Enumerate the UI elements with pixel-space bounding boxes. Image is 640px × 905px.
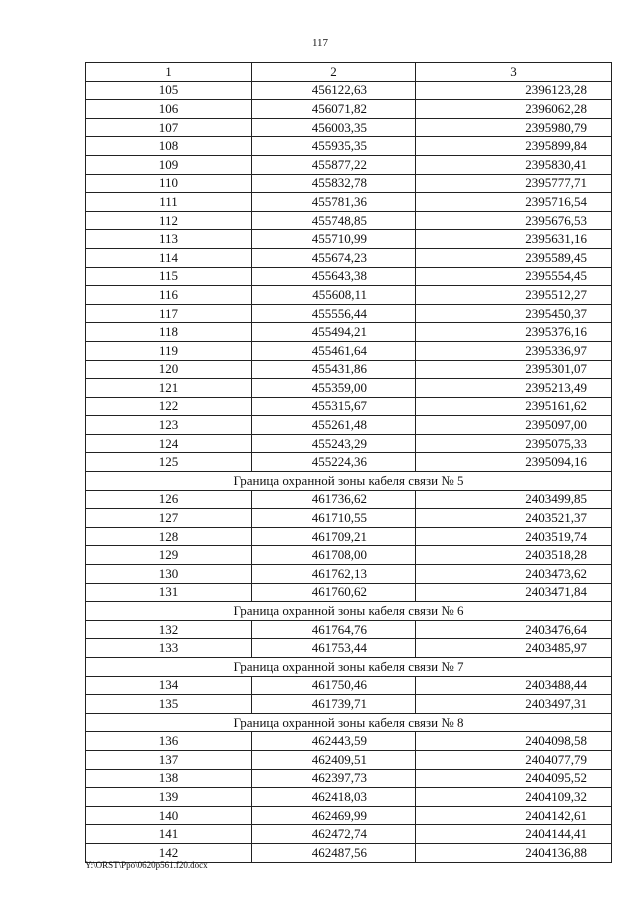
table-row bbox=[86, 230, 612, 249]
point-number-cell: 138 bbox=[86, 769, 252, 788]
table-row bbox=[86, 360, 612, 379]
y-coordinate-cell: 2403518,28 bbox=[416, 546, 612, 565]
section-header-row bbox=[86, 472, 612, 491]
y-coordinate-cell: 2396123,28 bbox=[416, 81, 612, 100]
table-row bbox=[86, 509, 612, 528]
table-row bbox=[86, 825, 612, 844]
y-coordinate-cell: 2404098,58 bbox=[416, 732, 612, 751]
section-label: Граница охранной зоны кабеля связи № 7 bbox=[86, 658, 612, 677]
y-coordinate-cell: 2395161,62 bbox=[416, 397, 612, 416]
point-number-cell: 125 bbox=[86, 453, 252, 472]
table-row bbox=[86, 155, 612, 174]
y-coordinate-cell: 2395589,45 bbox=[416, 248, 612, 267]
point-number-cell: 130 bbox=[86, 565, 252, 584]
x-coordinate-cell: 455935,35 bbox=[252, 137, 416, 156]
section-header-row bbox=[86, 602, 612, 621]
point-number-cell: 117 bbox=[86, 304, 252, 323]
point-number-cell: 140 bbox=[86, 806, 252, 825]
point-number-cell: 124 bbox=[86, 434, 252, 453]
x-coordinate-cell: 461750,46 bbox=[252, 676, 416, 695]
point-number-cell: 122 bbox=[86, 397, 252, 416]
table-row bbox=[86, 341, 612, 360]
x-coordinate-cell: 462409,51 bbox=[252, 750, 416, 769]
point-number-cell: 139 bbox=[86, 788, 252, 807]
x-coordinate-cell: 456003,35 bbox=[252, 118, 416, 137]
point-number-cell: 134 bbox=[86, 676, 252, 695]
y-coordinate-cell: 2395554,45 bbox=[416, 267, 612, 286]
table-row bbox=[86, 732, 612, 751]
x-coordinate-cell: 461710,55 bbox=[252, 509, 416, 528]
page-number: 117 bbox=[311, 37, 329, 49]
y-coordinate-cell: 2395980,79 bbox=[416, 118, 612, 137]
point-number-cell: 107 bbox=[86, 118, 252, 137]
x-coordinate-cell: 455832,78 bbox=[252, 174, 416, 193]
point-number-cell: 128 bbox=[86, 527, 252, 546]
x-coordinate-cell: 461764,76 bbox=[252, 620, 416, 639]
point-number-cell: 133 bbox=[86, 639, 252, 658]
point-number-cell: 142 bbox=[86, 843, 252, 862]
y-coordinate-cell: 2395512,27 bbox=[416, 286, 612, 305]
y-coordinate-cell: 2403499,85 bbox=[416, 490, 612, 509]
header-col-2: 2 bbox=[252, 63, 416, 82]
point-number-cell: 129 bbox=[86, 546, 252, 565]
table-row bbox=[86, 137, 612, 156]
header-col-1: 1 bbox=[86, 63, 252, 82]
x-coordinate-cell: 462443,59 bbox=[252, 732, 416, 751]
point-number-cell: 126 bbox=[86, 490, 252, 509]
y-coordinate-cell: 2395336,97 bbox=[416, 341, 612, 360]
x-coordinate-cell: 461762,13 bbox=[252, 565, 416, 584]
point-number-cell: 111 bbox=[86, 193, 252, 212]
table-row bbox=[86, 174, 612, 193]
table-row bbox=[86, 434, 612, 453]
table-row bbox=[86, 769, 612, 788]
table-row bbox=[86, 788, 612, 807]
point-number-cell: 105 bbox=[86, 81, 252, 100]
x-coordinate-cell: 455431,86 bbox=[252, 360, 416, 379]
table-row bbox=[86, 806, 612, 825]
table-row bbox=[86, 565, 612, 584]
point-number-cell: 115 bbox=[86, 267, 252, 286]
header-col-3: 3 bbox=[416, 63, 612, 82]
x-coordinate-cell: 462472,74 bbox=[252, 825, 416, 844]
table-row bbox=[86, 639, 612, 658]
y-coordinate-cell: 2395830,41 bbox=[416, 155, 612, 174]
section-label: Граница охранной зоны кабеля связи № 6 bbox=[86, 602, 612, 621]
point-number-cell: 136 bbox=[86, 732, 252, 751]
table-row bbox=[86, 490, 612, 509]
x-coordinate-cell: 455781,36 bbox=[252, 193, 416, 212]
x-coordinate-cell: 455261,48 bbox=[252, 416, 416, 435]
table-row bbox=[86, 100, 612, 119]
table-row bbox=[86, 527, 612, 546]
table-body bbox=[86, 81, 612, 862]
point-number-cell: 110 bbox=[86, 174, 252, 193]
point-number-cell: 123 bbox=[86, 416, 252, 435]
table-row bbox=[86, 323, 612, 342]
x-coordinate-cell: 462397,73 bbox=[252, 769, 416, 788]
point-number-cell: 119 bbox=[86, 341, 252, 360]
y-coordinate-cell: 2395450,37 bbox=[416, 304, 612, 323]
table-row bbox=[86, 453, 612, 472]
point-number-cell: 131 bbox=[86, 583, 252, 602]
x-coordinate-cell: 455643,38 bbox=[252, 267, 416, 286]
y-coordinate-cell: 2404095,52 bbox=[416, 769, 612, 788]
x-coordinate-cell: 455710,99 bbox=[252, 230, 416, 249]
y-coordinate-cell: 2404136,88 bbox=[416, 843, 612, 862]
point-number-cell: 118 bbox=[86, 323, 252, 342]
y-coordinate-cell: 2396062,28 bbox=[416, 100, 612, 119]
y-coordinate-cell: 2395075,33 bbox=[416, 434, 612, 453]
y-coordinate-cell: 2395213,49 bbox=[416, 379, 612, 398]
x-coordinate-cell: 461709,21 bbox=[252, 527, 416, 546]
x-coordinate-cell: 455224,36 bbox=[252, 453, 416, 472]
x-coordinate-cell: 455877,22 bbox=[252, 155, 416, 174]
point-number-cell: 137 bbox=[86, 750, 252, 769]
x-coordinate-cell: 456071,82 bbox=[252, 100, 416, 119]
x-coordinate-cell: 455315,67 bbox=[252, 397, 416, 416]
table-row bbox=[86, 620, 612, 639]
y-coordinate-cell: 2403488,44 bbox=[416, 676, 612, 695]
y-coordinate-cell: 2395376,16 bbox=[416, 323, 612, 342]
table-row bbox=[86, 397, 612, 416]
table-row bbox=[86, 546, 612, 565]
y-coordinate-cell: 2404109,32 bbox=[416, 788, 612, 807]
x-coordinate-cell: 461753,44 bbox=[252, 639, 416, 658]
coordinates-table bbox=[85, 62, 612, 863]
table-row bbox=[86, 81, 612, 100]
point-number-cell: 141 bbox=[86, 825, 252, 844]
table-row bbox=[86, 211, 612, 230]
point-number-cell: 135 bbox=[86, 695, 252, 714]
y-coordinate-cell: 2404142,61 bbox=[416, 806, 612, 825]
table-row bbox=[86, 267, 612, 286]
y-coordinate-cell: 2403473,62 bbox=[416, 565, 612, 584]
x-coordinate-cell: 461736,62 bbox=[252, 490, 416, 509]
x-coordinate-cell: 462487,56 bbox=[252, 843, 416, 862]
table-row bbox=[86, 304, 612, 323]
x-coordinate-cell: 455674,23 bbox=[252, 248, 416, 267]
x-coordinate-cell: 461760,62 bbox=[252, 583, 416, 602]
y-coordinate-cell: 2403485,97 bbox=[416, 639, 612, 658]
x-coordinate-cell: 461708,00 bbox=[252, 546, 416, 565]
y-coordinate-cell: 2395301,07 bbox=[416, 360, 612, 379]
table-row bbox=[86, 193, 612, 212]
y-coordinate-cell: 2403497,31 bbox=[416, 695, 612, 714]
table-row bbox=[86, 676, 612, 695]
table-row bbox=[86, 118, 612, 137]
x-coordinate-cell: 455359,00 bbox=[252, 379, 416, 398]
y-coordinate-cell: 2403476,64 bbox=[416, 620, 612, 639]
y-coordinate-cell: 2395777,71 bbox=[416, 174, 612, 193]
section-header-row bbox=[86, 713, 612, 732]
point-number-cell: 109 bbox=[86, 155, 252, 174]
table-row bbox=[86, 248, 612, 267]
point-number-cell: 121 bbox=[86, 379, 252, 398]
y-coordinate-cell: 2395094,16 bbox=[416, 453, 612, 472]
section-label: Граница охранной зоны кабеля связи № 5 bbox=[86, 472, 612, 491]
table-row bbox=[86, 286, 612, 305]
x-coordinate-cell: 455556,44 bbox=[252, 304, 416, 323]
y-coordinate-cell: 2404077,79 bbox=[416, 750, 612, 769]
y-coordinate-cell: 2403519,74 bbox=[416, 527, 612, 546]
y-coordinate-cell: 2395676,53 bbox=[416, 211, 612, 230]
point-number-cell: 132 bbox=[86, 620, 252, 639]
point-number-cell: 120 bbox=[86, 360, 252, 379]
y-coordinate-cell: 2395631,16 bbox=[416, 230, 612, 249]
x-coordinate-cell: 455494,21 bbox=[252, 323, 416, 342]
table-row bbox=[86, 379, 612, 398]
y-coordinate-cell: 2404144,41 bbox=[416, 825, 612, 844]
point-number-cell: 114 bbox=[86, 248, 252, 267]
y-coordinate-cell: 2395716,54 bbox=[416, 193, 612, 212]
point-number-cell: 108 bbox=[86, 137, 252, 156]
y-coordinate-cell: 2395097,00 bbox=[416, 416, 612, 435]
x-coordinate-cell: 461739,71 bbox=[252, 695, 416, 714]
x-coordinate-cell: 455461,64 bbox=[252, 341, 416, 360]
table-row bbox=[86, 583, 612, 602]
x-coordinate-cell: 462418,03 bbox=[252, 788, 416, 807]
x-coordinate-cell: 455748,85 bbox=[252, 211, 416, 230]
table-row bbox=[86, 695, 612, 714]
table-header-row bbox=[86, 63, 612, 82]
x-coordinate-cell: 456122,63 bbox=[252, 81, 416, 100]
point-number-cell: 116 bbox=[86, 286, 252, 305]
point-number-cell: 113 bbox=[86, 230, 252, 249]
section-label: Граница охранной зоны кабеля связи № 8 bbox=[86, 713, 612, 732]
section-header-row bbox=[86, 658, 612, 677]
y-coordinate-cell: 2403471,84 bbox=[416, 583, 612, 602]
y-coordinate-cell: 2403521,37 bbox=[416, 509, 612, 528]
table-row bbox=[86, 750, 612, 769]
table-row bbox=[86, 416, 612, 435]
footer-file-path: Y:\ORST\Ppo\0620p561.f20.docx bbox=[85, 860, 208, 870]
point-number-cell: 106 bbox=[86, 100, 252, 119]
y-coordinate-cell: 2395899,84 bbox=[416, 137, 612, 156]
x-coordinate-cell: 462469,99 bbox=[252, 806, 416, 825]
x-coordinate-cell: 455243,29 bbox=[252, 434, 416, 453]
point-number-cell: 127 bbox=[86, 509, 252, 528]
x-coordinate-cell: 455608,11 bbox=[252, 286, 416, 305]
point-number-cell: 112 bbox=[86, 211, 252, 230]
